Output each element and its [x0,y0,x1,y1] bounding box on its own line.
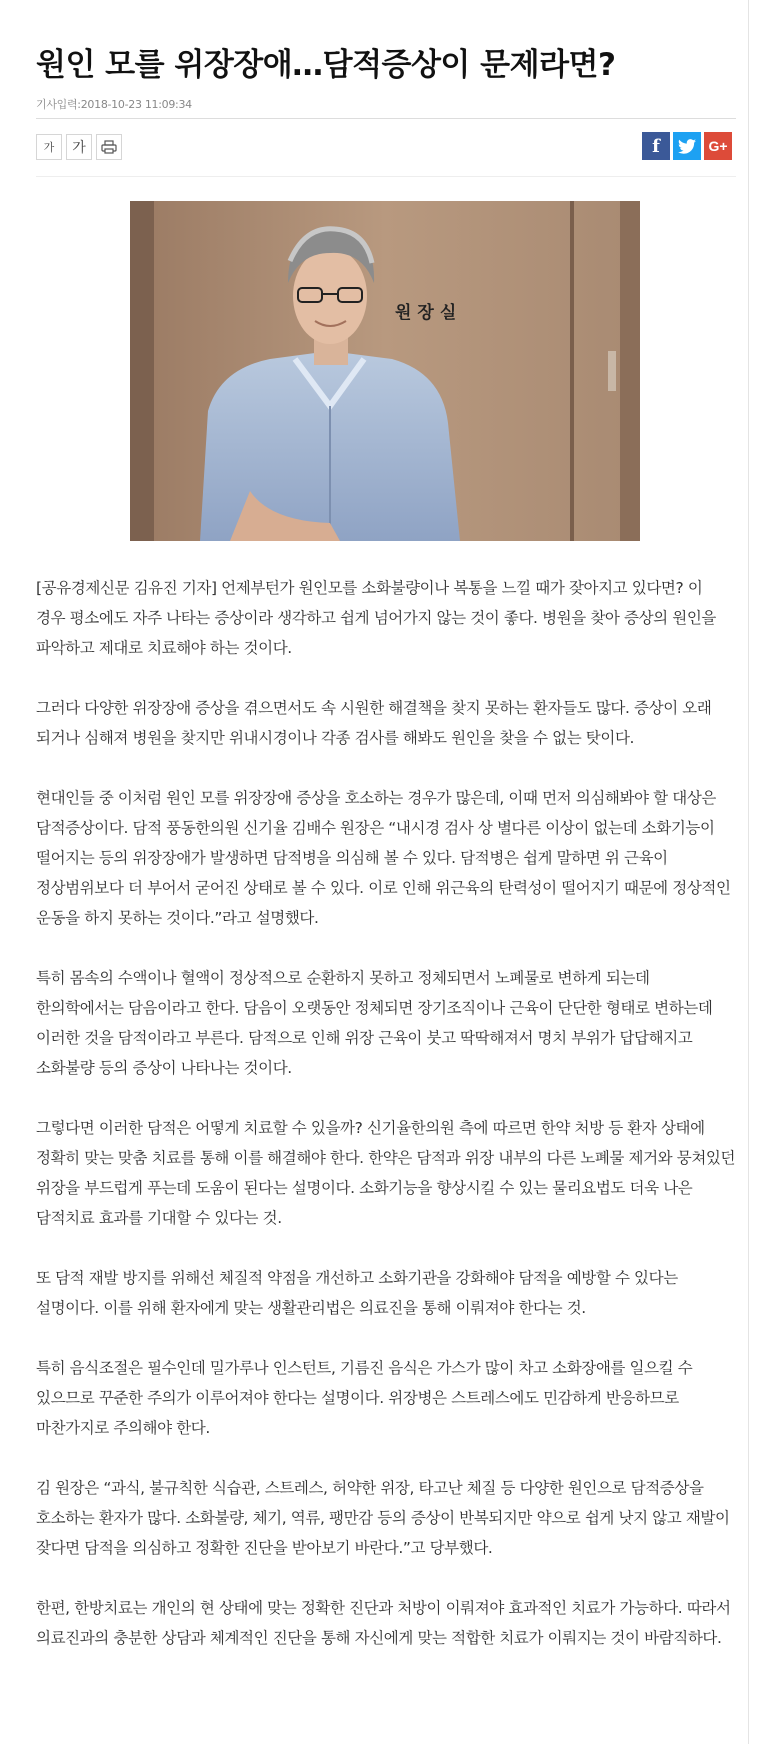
header-divider [36,118,736,119]
font-decrease-button[interactable]: 가 [36,134,62,160]
article-paragraph: 현대인들 중 이처럼 원인 모를 위장장애 증상을 호소하는 경우가 많은데, 이때 먼저 의심해봐야 할 대상은 담적증상이다. 담적 풍동한의원 신기율 김배수 원장은 “내시경 검사 상 별다른 이상이 없는데 소화기능이 떨어지는 등의 위장장애가 발생하면 담적병을 의심해 볼 수 있다. 담적병은 쉽게 말하면 위 근육이 정상범위보다 더 부어서 굳어진 상태로 볼 수 있다. 이로 인해 위근육의 탄력성이 떨어지기 때문에 정상적인 운동을 하지 못하는 것이다.”라고 설명했다. [36,789,731,927]
facebook-share-button[interactable] [642,132,670,160]
article-title: 원인 모를 위장장애…담적증상이 문제라면? [36,47,616,83]
print-button[interactable] [96,134,122,160]
font-increase-button[interactable]: 가 [66,134,92,160]
google-plus-icon: G+ [708,138,728,154]
page-divider [748,0,749,1744]
article-body [36,573,736,1683]
article-tools [36,134,122,160]
article-paragraph: 특히 음식조절은 필수인데 밀가루나 인스턴트, 기름진 음식은 가스가 많이 차고 소화장애를 일으킬 수 있으므로 꾸준한 주의가 이루어져야 한다는 설명이다. 위장병은 스트레스에도 민감하게 반응하므로 마찬가지로 주의해야 한다. [36,1359,693,1437]
publish-date: 2018-10-23 11:09:34 [80,98,192,111]
article-photo [130,201,640,541]
date-label: 기사입력: [36,98,81,111]
article-meta [36,96,192,112]
print-icon [101,140,117,154]
twitter-share-button[interactable] [673,132,701,160]
article-paragraph: 특히 몸속의 수액이나 혈액이 정상적으로 순환하지 못하고 정체되면서 노폐물로 변하게 되는데 한의학에서는 담음이라고 한다. 담음이 오랫동안 정체되면 장기조직이나 근육이 단단한 형태로 변하는데 이러한 것을 담적이라고 부른다. 담적으로 인해 위장 근육이 붓고 딱딱해져서 명치 부위가 답답해지고 소화불량 등의 증상이 나타나는 것이다. [36,969,713,1077]
article-paragraph: 또 담적 재발 방지를 위해선 체질적 약점을 개선하고 소화기관을 강화해야 담적을 예방할 수 있다는 설명이다. 이를 위해 환자에게 맞는 생활관리법은 의료진을 통해 이뤄져야 한다는 것. [36,1269,678,1317]
doctor-portrait-image [130,201,640,541]
share-buttons [642,132,732,160]
article-paragraph: 김 원장은 “과식, 불규칙한 식습관, 스트레스, 허약한 위장, 타고난 체질 등 다양한 원인으로 담적증상을 호소하는 환자가 많다. 소화불량, 체기, 역류, 팽만감 등의 증상이 반복되지만 약으로 쉽게 낫지 않고 재발이 잦다면 담적을 의심하고 정확한 진단을 받아보기 바란다.”고 당부했다. [36,1479,730,1557]
google-plus-share-button[interactable] [704,132,732,160]
tools-divider [36,176,736,177]
twitter-bird-icon [678,139,696,154]
article-paragraph: 그렇다면 이러한 담적은 어떻게 치료할 수 있을까? 신기율한의원 측에 따르면 한약 처방 등 환자 상태에 정확히 맞는 맞춤 치료를 통해 이를 해결해야 한다. 한약은 담적과 위장 내부의 다른 노폐물 제거와 뭉쳐있던 위장을 부드럽게 푸는데 도움이 된다는 설명이다. 소화기능을 향상시킬 수 있는 물리요법도 더욱 나은 담적치료 효과를 기대할 수 있다는 것. [36,1119,736,1227]
door-sign: 원장실 [395,303,463,323]
article-paragraph: 그러다 다양한 위장장애 증상을 겪으면서도 속 시원한 해결책을 찾지 못하는 환자들도 많다. 증상이 오래 되거나 심해져 병원을 찾지만 위내시경이나 각종 검사를 해봐도 원인을 찾을 수 없는 탓이다. [36,699,712,747]
article-paragraph: [공유경제신문 김유진 기자] 언제부턴가 원인모를 소화불량이나 복통을 느낄 때가 잦아지고 있다면? 이 경우 평소에도 자주 나타는 증상이라 생각하고 쉽게 넘어가지 않는 것이 좋다. 병원을 찾아 증상의 원인을 파악하고 제대로 치료해야 하는 것이다. [36,579,716,657]
facebook-icon: f [652,135,660,157]
article-paragraph: 한편, 한방치료는 개인의 현 상태에 맞는 정확한 진단과 처방이 이뤄져야 효과적인 치료가 가능하다. 따라서 의료진과의 충분한 상담과 체계적인 진단을 통해 자신에게 맞는 적합한 치료가 이뤄지는 것이 바람직하다. [36,1599,731,1647]
